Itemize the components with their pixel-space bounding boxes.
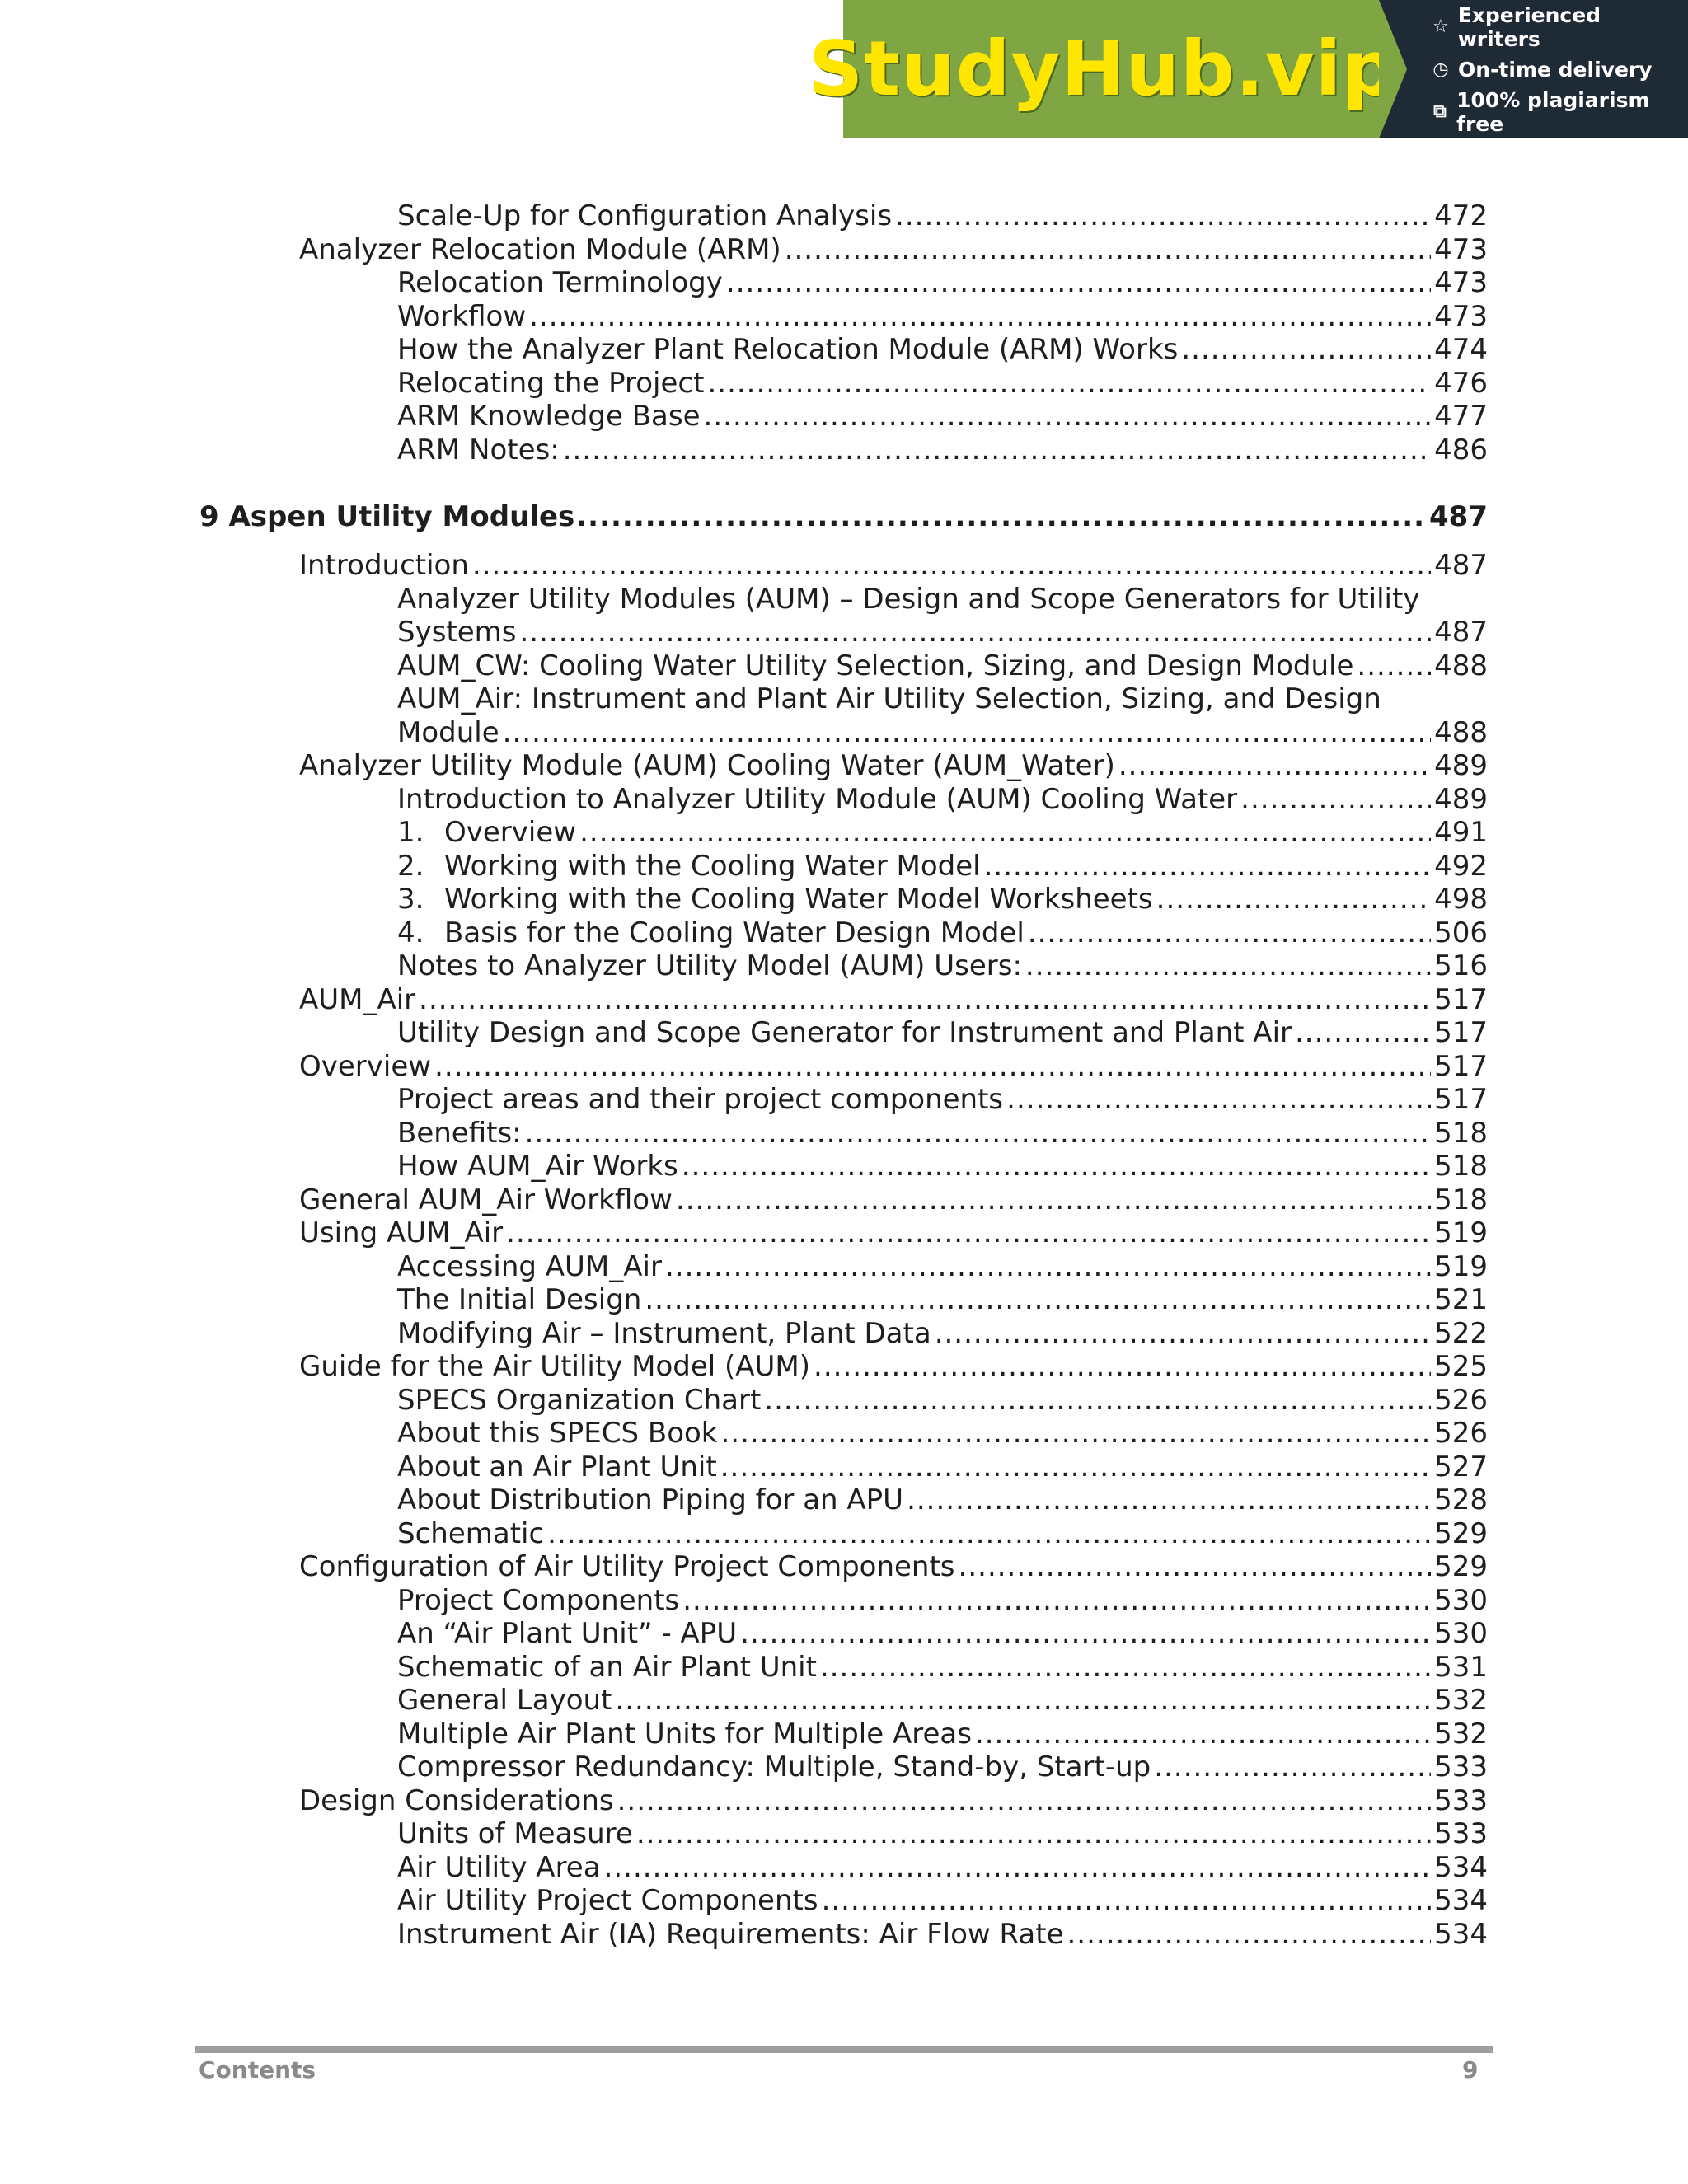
toc-entry[interactable]	[397, 649, 1488, 682]
toc-entry-title	[397, 916, 1025, 949]
toc-entry[interactable]	[397, 1483, 1488, 1516]
chapter-page: 487	[1429, 500, 1488, 533]
toc-entry-page: 530	[1434, 1617, 1488, 1650]
toc-entry[interactable]	[397, 1283, 1488, 1316]
toc-entry-title: AUM_Air	[299, 983, 416, 1016]
toc-entry[interactable]	[397, 434, 1488, 466]
dot-leader	[764, 1384, 1431, 1417]
toc-entry-title: AUM_CW: Cooling Water Utility Selection, Sizing, and Design Module	[397, 649, 1354, 682]
toc-entry-page: 486	[1434, 434, 1488, 466]
perk-label: 100% plagiarism free	[1456, 87, 1650, 136]
toc-entry-title: Benefits:	[397, 1117, 522, 1150]
toc-entry[interactable]	[397, 300, 1488, 333]
dot-leader	[1025, 949, 1431, 982]
toc-entry[interactable]	[397, 199, 1488, 232]
toc-entry-title	[397, 883, 1153, 916]
toc-entry-title: Air Utility Project Components	[397, 1884, 818, 1917]
toc-entry-page: 526	[1434, 1417, 1488, 1450]
dot-leader	[636, 1817, 1431, 1850]
dot-leader	[1006, 1083, 1431, 1116]
toc-entry-title: Project areas and their project components	[397, 1083, 1004, 1116]
toc-entry-title: Scale-Up for Configuration Analysis	[397, 199, 893, 232]
toc-entry-title: Project Components	[397, 1584, 680, 1617]
toc-entry-title: The Initial Design	[397, 1283, 642, 1316]
toc-entry-page: 473	[1434, 266, 1488, 299]
dot-leader	[1067, 1918, 1432, 1951]
toc-entry-page: 518	[1434, 1150, 1488, 1183]
toc-entry-title	[397, 816, 576, 849]
toc-entry-page: 488	[1434, 649, 1488, 682]
toc-entry-title: Relocating the Project	[397, 367, 705, 400]
dot-leader	[576, 500, 1428, 533]
toc-entry-title: Overview	[299, 1050, 432, 1083]
toc-entry-page: 519	[1434, 1216, 1488, 1249]
toc-entry-page: 488	[1434, 716, 1488, 749]
toc-entry-title: Units of Measure	[397, 1817, 633, 1850]
toc-entry-title: Analyzer Relocation Module (ARM)	[299, 233, 781, 266]
toc-entry-title: Systems	[397, 616, 517, 649]
dot-leader	[615, 1684, 1431, 1717]
dot-leader	[579, 816, 1431, 849]
toc-entry-title: General AUM_Air Workflow	[299, 1183, 673, 1216]
item-number: 2.	[397, 850, 424, 883]
toc-entry[interactable]	[397, 1584, 1488, 1617]
toc-entry-title: About this SPECS Book	[397, 1417, 718, 1450]
perk-label: On-time delivery	[1458, 57, 1653, 82]
dot-leader	[975, 1718, 1431, 1750]
dot-leader	[1156, 883, 1431, 916]
toc-entry-title: How AUM_Air Works	[397, 1150, 678, 1183]
toc-entry-title: Notes to Analyzer Utility Model (AUM) Users:	[397, 949, 1022, 982]
dot-leader	[935, 1317, 1431, 1350]
toc-entry-title: Design Considerations	[299, 1784, 614, 1817]
toc-entry-title: Introduction to Analyzer Utility Module (AUM) Cooling Water	[397, 783, 1238, 816]
dot-leader	[506, 1216, 1431, 1249]
toc-entry-title: Accessing AUM_Air	[397, 1250, 662, 1283]
dot-leader	[665, 1250, 1431, 1283]
toc-entry-page: 517	[1434, 1050, 1488, 1083]
dot-leader	[1295, 1016, 1431, 1049]
dot-leader	[604, 1851, 1432, 1884]
toc-entry-title: SPECS Organization Chart	[397, 1384, 762, 1417]
dot-leader	[822, 1884, 1432, 1917]
toc-entry-title: Schematic	[397, 1517, 545, 1550]
dot-leader	[895, 199, 1431, 232]
toc-entry-title: Multiple Air Plant Units for Multiple Areas	[397, 1718, 972, 1750]
toc-entry[interactable]	[397, 1884, 1488, 1917]
toc-entry[interactable]	[397, 1817, 1488, 1850]
copy-icon: ⧉	[1433, 101, 1447, 122]
dot-leader	[419, 983, 1431, 1016]
item-number: 1.	[397, 816, 424, 849]
studyhub-banner[interactable]	[808, 0, 1688, 138]
toc-entry[interactable]	[299, 749, 1488, 782]
toc-entry-page: 517	[1434, 983, 1488, 1016]
toc-entry[interactable]	[397, 1651, 1488, 1684]
toc-entry[interactable]	[397, 850, 1488, 883]
toc-entry-title: How the Analyzer Plant Relocation Module (ARM) Works	[397, 333, 1179, 366]
toc-entry-title: Module	[397, 716, 499, 749]
toc-entry[interactable]	[397, 333, 1488, 366]
dot-leader	[1181, 333, 1431, 366]
dot-leader	[434, 1050, 1431, 1083]
toc-entry[interactable]	[397, 883, 1488, 916]
dot-leader	[814, 1350, 1431, 1383]
toc-entry-title: Workflow	[397, 300, 527, 333]
toc-entry[interactable]	[397, 1150, 1488, 1183]
perk-experienced-writers	[1428, 3, 1688, 51]
item-title: Overview	[444, 816, 577, 849]
toc-entry-title: Modifying Air – Instrument, Plant Data	[397, 1317, 931, 1350]
toc-entry[interactable]	[397, 1718, 1488, 1750]
toc-entry[interactable]	[397, 949, 1488, 982]
toc-entry-title: ARM Knowledge Base	[397, 400, 701, 433]
toc-entry[interactable]	[397, 367, 1488, 400]
toc-entry-page: 516	[1434, 949, 1488, 982]
toc-entry-page: 521	[1434, 1283, 1488, 1316]
toc-entry[interactable]	[397, 1117, 1488, 1150]
toc-entry-page: 527	[1434, 1451, 1488, 1483]
dot-leader	[529, 300, 1431, 333]
toc-entry-title: Schematic of an Air Plant Unit	[397, 1651, 817, 1684]
toc-entry-page: 517	[1434, 1083, 1488, 1116]
toc-entry-page: 533	[1434, 1750, 1488, 1783]
dot-leader	[1028, 916, 1431, 949]
dot-leader	[563, 434, 1431, 466]
toc-entry[interactable]	[397, 1851, 1488, 1884]
toc-entry-title: Compressor Redundancy: Multiple, Stand-by, Start-up	[397, 1750, 1151, 1783]
toc-entry-page: 525	[1434, 1350, 1488, 1383]
dot-leader	[525, 1117, 1431, 1150]
dot-leader	[520, 616, 1432, 649]
toc-entry-title: General Layout	[397, 1684, 612, 1717]
toc-entry-page: 489	[1434, 783, 1488, 816]
dot-leader	[721, 1417, 1432, 1450]
toc-entry-page: 518	[1434, 1183, 1488, 1216]
toc-chapter-heading[interactable]	[199, 500, 1488, 533]
toc-entry-page: 522	[1434, 1317, 1488, 1350]
dot-leader	[959, 1550, 1432, 1583]
dot-leader	[1240, 783, 1431, 816]
brand-logo: StudyHub.vip	[808, 25, 1398, 113]
toc-entry-title: Introduction	[299, 549, 469, 582]
dot-leader	[682, 1150, 1431, 1183]
toc-entry[interactable]	[299, 1050, 1488, 1083]
perk-on-time-delivery	[1428, 58, 1688, 82]
toc-entry[interactable]	[397, 1451, 1488, 1483]
toc-entry-line1[interactable]	[397, 682, 1488, 715]
dot-leader	[726, 266, 1431, 299]
dot-leader	[503, 716, 1431, 749]
perk-plagiarism-free	[1428, 88, 1688, 136]
toc-entry-line2[interactable]	[397, 716, 1488, 749]
toc-entry[interactable]	[397, 783, 1488, 816]
footer-page-number: 9	[1462, 2056, 1479, 2083]
toc-entry[interactable]	[299, 1550, 1488, 1583]
toc-entry-page: 533	[1434, 1817, 1488, 1850]
toc-entry[interactable]	[397, 1517, 1488, 1550]
toc-entry-page: 532	[1434, 1718, 1488, 1750]
dot-leader	[472, 549, 1431, 582]
toc-entry[interactable]	[397, 400, 1488, 433]
toc-entry-page: 530	[1434, 1584, 1488, 1617]
toc-entry[interactable]	[299, 1784, 1488, 1817]
toc-entry-page: 519	[1434, 1250, 1488, 1283]
toc-entry[interactable]	[397, 1617, 1488, 1650]
toc-entry[interactable]	[397, 1083, 1488, 1116]
brand-panel	[808, 0, 1398, 138]
toc-entry-page: 529	[1434, 1517, 1488, 1550]
toc-entry[interactable]	[397, 1317, 1488, 1350]
perks-panel	[1379, 0, 1688, 138]
toc-entry-title: AUM_Air: Instrument and Plant Air Utility Selection, Sizing, and Design	[397, 682, 1381, 715]
dot-leader	[707, 367, 1431, 400]
toc-entry-page: 532	[1434, 1684, 1488, 1717]
toc-entry[interactable]	[299, 983, 1488, 1016]
toc-entry-page: 534	[1434, 1884, 1488, 1917]
toc-entry-title: An “Air Plant Unit” - APU	[397, 1617, 738, 1650]
dot-leader	[682, 1584, 1431, 1617]
toc-entry-page: 534	[1434, 1918, 1488, 1951]
toc-entry-title: About an Air Plant Unit	[397, 1451, 717, 1483]
toc-entry-page: 531	[1434, 1651, 1488, 1684]
item-number: 4.	[397, 916, 424, 949]
toc-entry[interactable]	[397, 1918, 1488, 1951]
toc-entry[interactable]	[397, 1016, 1488, 1049]
toc-entry[interactable]	[299, 1350, 1488, 1383]
toc-entry-page: 473	[1434, 233, 1488, 266]
toc-entry-page: 477	[1434, 400, 1488, 433]
item-title: Working with the Cooling Water Model	[444, 850, 981, 883]
toc-entry-title: Configuration of Air Utility Project Components	[299, 1550, 955, 1583]
toc-entry[interactable]	[397, 1384, 1488, 1417]
toc-entry-title: Guide for the Air Utility Model (AUM)	[299, 1350, 811, 1383]
toc-entry-title: Using AUM_Air	[299, 1216, 504, 1249]
toc-entry[interactable]	[299, 1216, 1488, 1249]
toc-entry-title: Utility Design and Scope Generator for Instrument and Plant Air	[397, 1016, 1292, 1049]
dot-leader	[907, 1483, 1431, 1516]
toc-entry-page: 534	[1434, 1851, 1488, 1884]
toc-entry-page: 498	[1434, 883, 1488, 916]
dot-leader	[1357, 649, 1431, 682]
item-number: 3.	[397, 883, 424, 916]
dot-leader	[704, 400, 1432, 433]
toc-entry-page: 474	[1434, 333, 1488, 366]
toc-entry-title: ARM Notes:	[397, 434, 560, 466]
dot-leader	[676, 1183, 1431, 1216]
perk-label: Experienced writers	[1457, 2, 1601, 51]
toc-entry-title	[397, 850, 981, 883]
dot-leader	[617, 1784, 1431, 1817]
toc-entry[interactable]	[397, 916, 1488, 949]
toc-entry[interactable]	[397, 1684, 1488, 1717]
dot-leader	[720, 1451, 1431, 1483]
toc-entry-page: 528	[1434, 1483, 1488, 1516]
toc-entry[interactable]	[397, 266, 1488, 299]
toc-entry[interactable]	[397, 1250, 1488, 1283]
dot-leader	[645, 1283, 1431, 1316]
toc-entry-page: 492	[1434, 850, 1488, 883]
dot-leader	[1154, 1750, 1431, 1783]
footer-divider	[195, 2046, 1493, 2053]
toc-entry-line1[interactable]	[397, 583, 1488, 616]
toc-entry[interactable]	[299, 1183, 1488, 1216]
toc-entry-page: 489	[1434, 749, 1488, 782]
toc-entry[interactable]	[299, 549, 1488, 582]
dot-leader	[740, 1617, 1431, 1650]
dot-leader	[547, 1517, 1431, 1550]
item-title: Working with the Cooling Water Model Worksheets	[444, 883, 1153, 916]
toc-entry-page: 517	[1434, 1016, 1488, 1049]
toc-entry-page: 526	[1434, 1384, 1488, 1417]
footer-section-label: Contents	[199, 2056, 316, 2083]
item-title: Basis for the Cooling Water Design Model	[444, 916, 1025, 949]
toc-entry-page: 472	[1434, 199, 1488, 232]
toc-entry[interactable]	[397, 1750, 1488, 1783]
dot-leader	[785, 233, 1431, 266]
toc-entry-page: 473	[1434, 300, 1488, 333]
toc-entry-line2[interactable]	[397, 616, 1488, 649]
toc-entry-page: 487	[1434, 549, 1488, 582]
toc-entry-title: About Distribution Piping for an APU	[397, 1483, 904, 1516]
toc-entry[interactable]	[397, 1417, 1488, 1450]
toc-entry-page: 518	[1434, 1117, 1488, 1150]
toc-entry-title: Instrument Air (IA) Requirements: Air Flow Rate	[397, 1918, 1064, 1951]
dot-leader	[820, 1651, 1431, 1684]
toc-entry[interactable]	[397, 816, 1488, 849]
dot-leader	[984, 850, 1431, 883]
toc-entry-page: 506	[1434, 916, 1488, 949]
toc-entry-title: Analyzer Utility Module (AUM) Cooling Water (AUM_Water)	[299, 749, 1115, 782]
toc-entry-page: 533	[1434, 1784, 1488, 1817]
toc-entry-page: 476	[1434, 367, 1488, 400]
toc-entry-page: 529	[1434, 1550, 1488, 1583]
toc-entry-title: Analyzer Utility Modules (AUM) – Design and Scope Generators for Utility	[397, 583, 1420, 616]
clock-icon: ◷	[1432, 59, 1449, 80]
toc-entry[interactable]	[299, 233, 1488, 266]
dot-leader	[1118, 749, 1431, 782]
toc-entry-title: Air Utility Area	[397, 1851, 601, 1884]
chapter-title: 9 Aspen Utility Modules	[199, 500, 575, 533]
toc-entry-page: 487	[1434, 616, 1488, 649]
toc-entry-title: Relocation Terminology	[397, 266, 723, 299]
star-icon: ☆	[1432, 16, 1449, 37]
toc-entry-page: 491	[1434, 816, 1488, 849]
